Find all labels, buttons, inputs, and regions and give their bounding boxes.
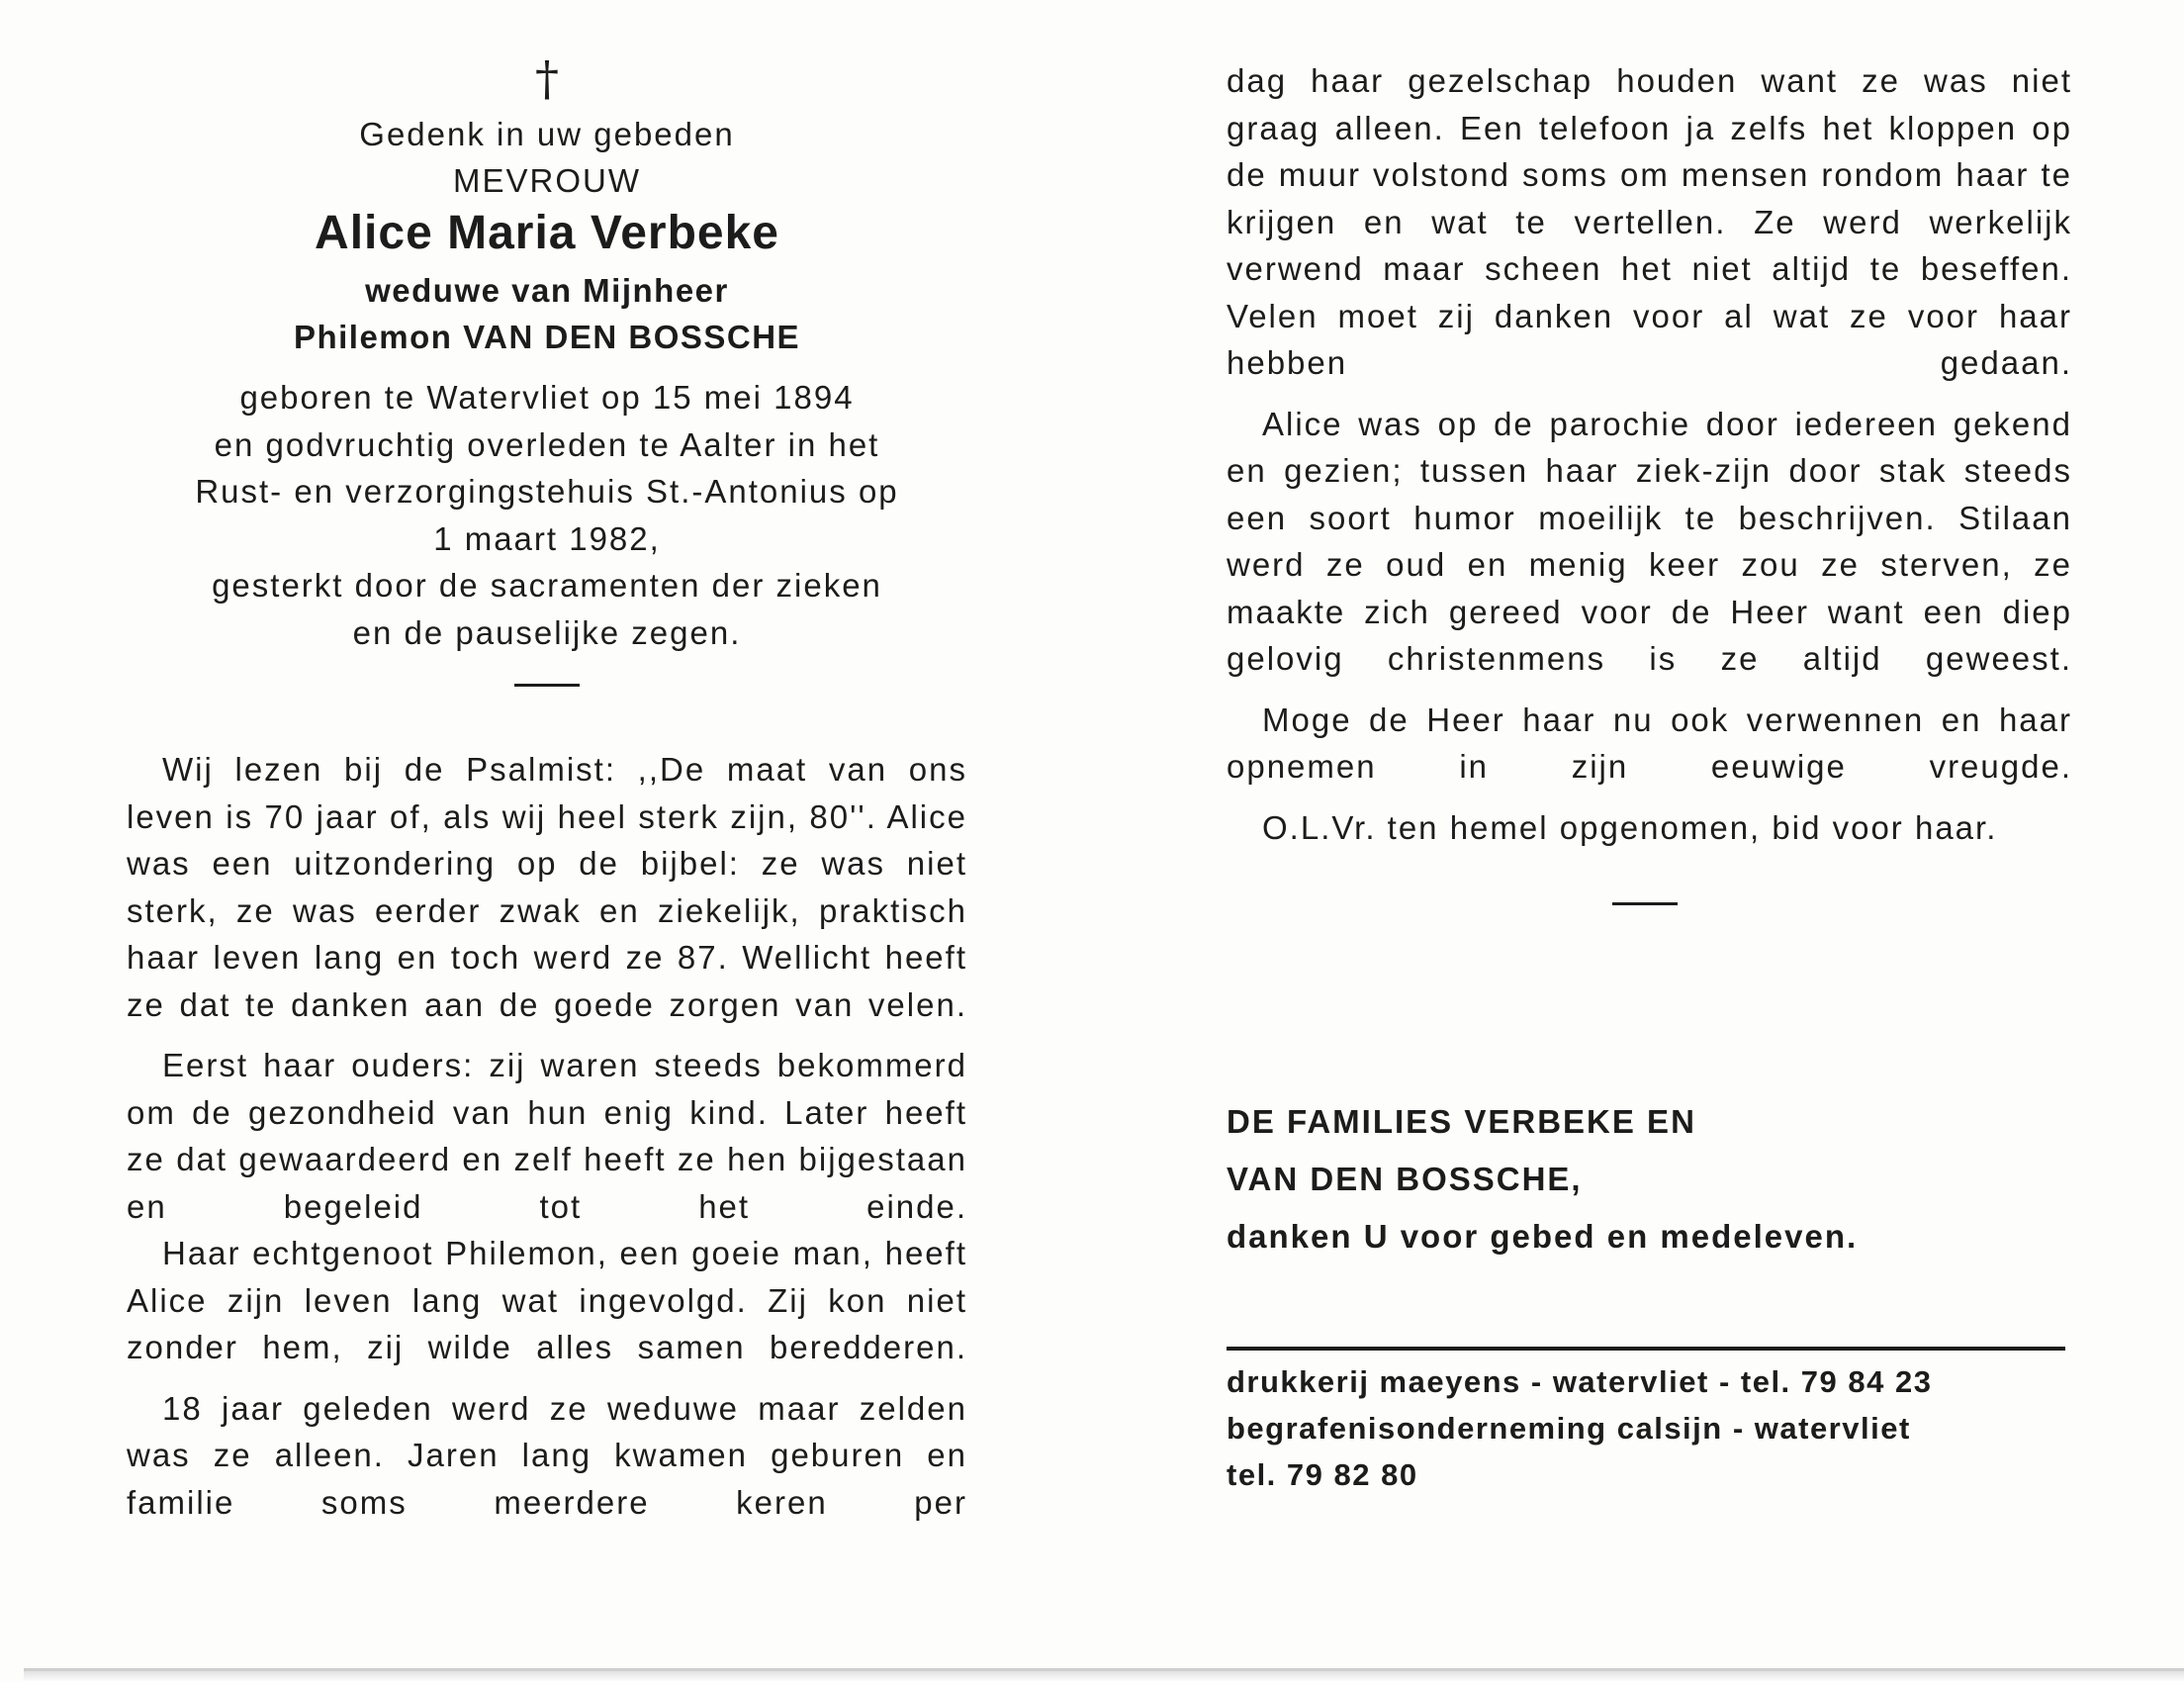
deceased-name: Alice Maria Verbeke [315,207,779,259]
cross-icon: † [535,51,559,107]
right-column [1227,57,2072,1498]
paragraph-psalmist [127,746,967,1028]
paragraph-text: Haar echtgenoot Philemon, een goeie man, heeft Alice zijn leven lang wat ingevolgd. Zij kon niet zonder hem, zij wilde alles samen beredderen. [127,1235,967,1365]
thanks-line: danken U voor gebed en medeleven. [1227,1218,1859,1255]
left-body-text [127,746,967,1526]
paragraph-text: Alice was op de parochie door iedereen gekend en gezien; tussen haar ziek-zijn door stak steeds een soort humor moeilijk te beschrijven. Stilaan werd ze oud en menig keer zou ze sterven, ze maakte zich gereed voor de Heer want een diep gelovig christenmens is ze altijd geweest. [1227,405,2072,677]
paragraph-olvr [1227,804,2072,852]
paragraph-parents [127,1042,967,1230]
biography-block [127,374,967,656]
husband-name: Philemon VAN DEN BOSSCHE [293,319,801,355]
paragraph-text: 18 jaar geleden werd ze weduwe maar zelden was ze alleen. Jaren lang kwamen geburen en familie soms meerdere keren per [127,1389,967,1521]
bio-line: gesterkt door de sacramenten der zieken [212,567,882,604]
bio-line: geboren te Watervliet op 15 mei 1894 [239,379,855,416]
paragraph-company [1227,57,2072,387]
remembrance-line: Gedenk in uw gebeden [359,116,735,152]
printer-line: drukkerij maeyens - watervliet - tel. 79 84 23 [1227,1364,1933,1399]
bio-line: 1 maart 1982, [433,519,661,557]
bio-line: Rust- en verzorgingstehuis St.-Antonius op [195,473,899,510]
paragraph-parish [1227,401,2072,683]
undertaker-phone: tel. 79 82 80 [1227,1457,1418,1492]
paragraph-prayer [1227,697,2072,791]
paragraph-text: O.L.Vr. ten hemel opgenomen, bid voor haar. [1262,808,1998,846]
paragraph-husband [127,1230,967,1371]
left-column [127,49,967,1526]
paragraph-widow [127,1385,967,1527]
divider [514,684,580,687]
bio-line: en de pauselijke zegen. [352,613,742,651]
paragraph-text: Wij lezen bij de Psalmist: ,,De maat van ons leven is 70 jaar of, als wij heel sterk zijn, 80''. Alice was een uitzondering op de bijbel: ze was niet sterk, ze was eerder zwak en ziekelijk, praktisch haar leven lang en toch werd ze 87. Wellicht heeft ze dat te danken aan de goede zorgen van velen. [127,751,967,1023]
printer-rule [1227,1347,2065,1351]
printer-info [1227,1358,2072,1498]
families-thanks [1227,1093,2072,1265]
paragraph-text: Eerst haar ouders: zij waren steeds bekommerd om de gezondheid van hun enig kind. Later heeft ze dat gewaardeerd en zelf heeft ze hen bijgestaan en begeleid tot het einde. [127,1047,967,1225]
widow-of-line: weduwe van Mijnheer [365,272,729,309]
undertaker-line: begrafenisonderneming calsijn - watervliet [1227,1411,1911,1446]
paragraph-text: dag haar gezelschap houden want ze was niet graag alleen. Een telefoon ja zelfs het kloppen op de muur volstond soms om mensen rondom haar te krijgen en wat te vertellen. Ze werd werkelijk verwend maar scheen het niet altijd te beseffen. Velen moet zij danken voor al wat ze voor haar hebben gedaan. [1227,62,2072,381]
divider [1612,902,1678,905]
families-line: VAN DEN BOSSCHE, [1227,1161,1583,1197]
bio-line: en godvruchtig overleden te Aalter in het [214,425,880,463]
families-line: DE FAMILIES VERBEKE EN [1227,1103,1696,1140]
card-shadow [24,1671,2184,1682]
title-mevrouw: MEVROUW [453,162,641,199]
paragraph-text: Moge de Heer haar nu ook verwennen en haar opnemen in zijn eeuwige vreugde. [1227,701,2072,785]
